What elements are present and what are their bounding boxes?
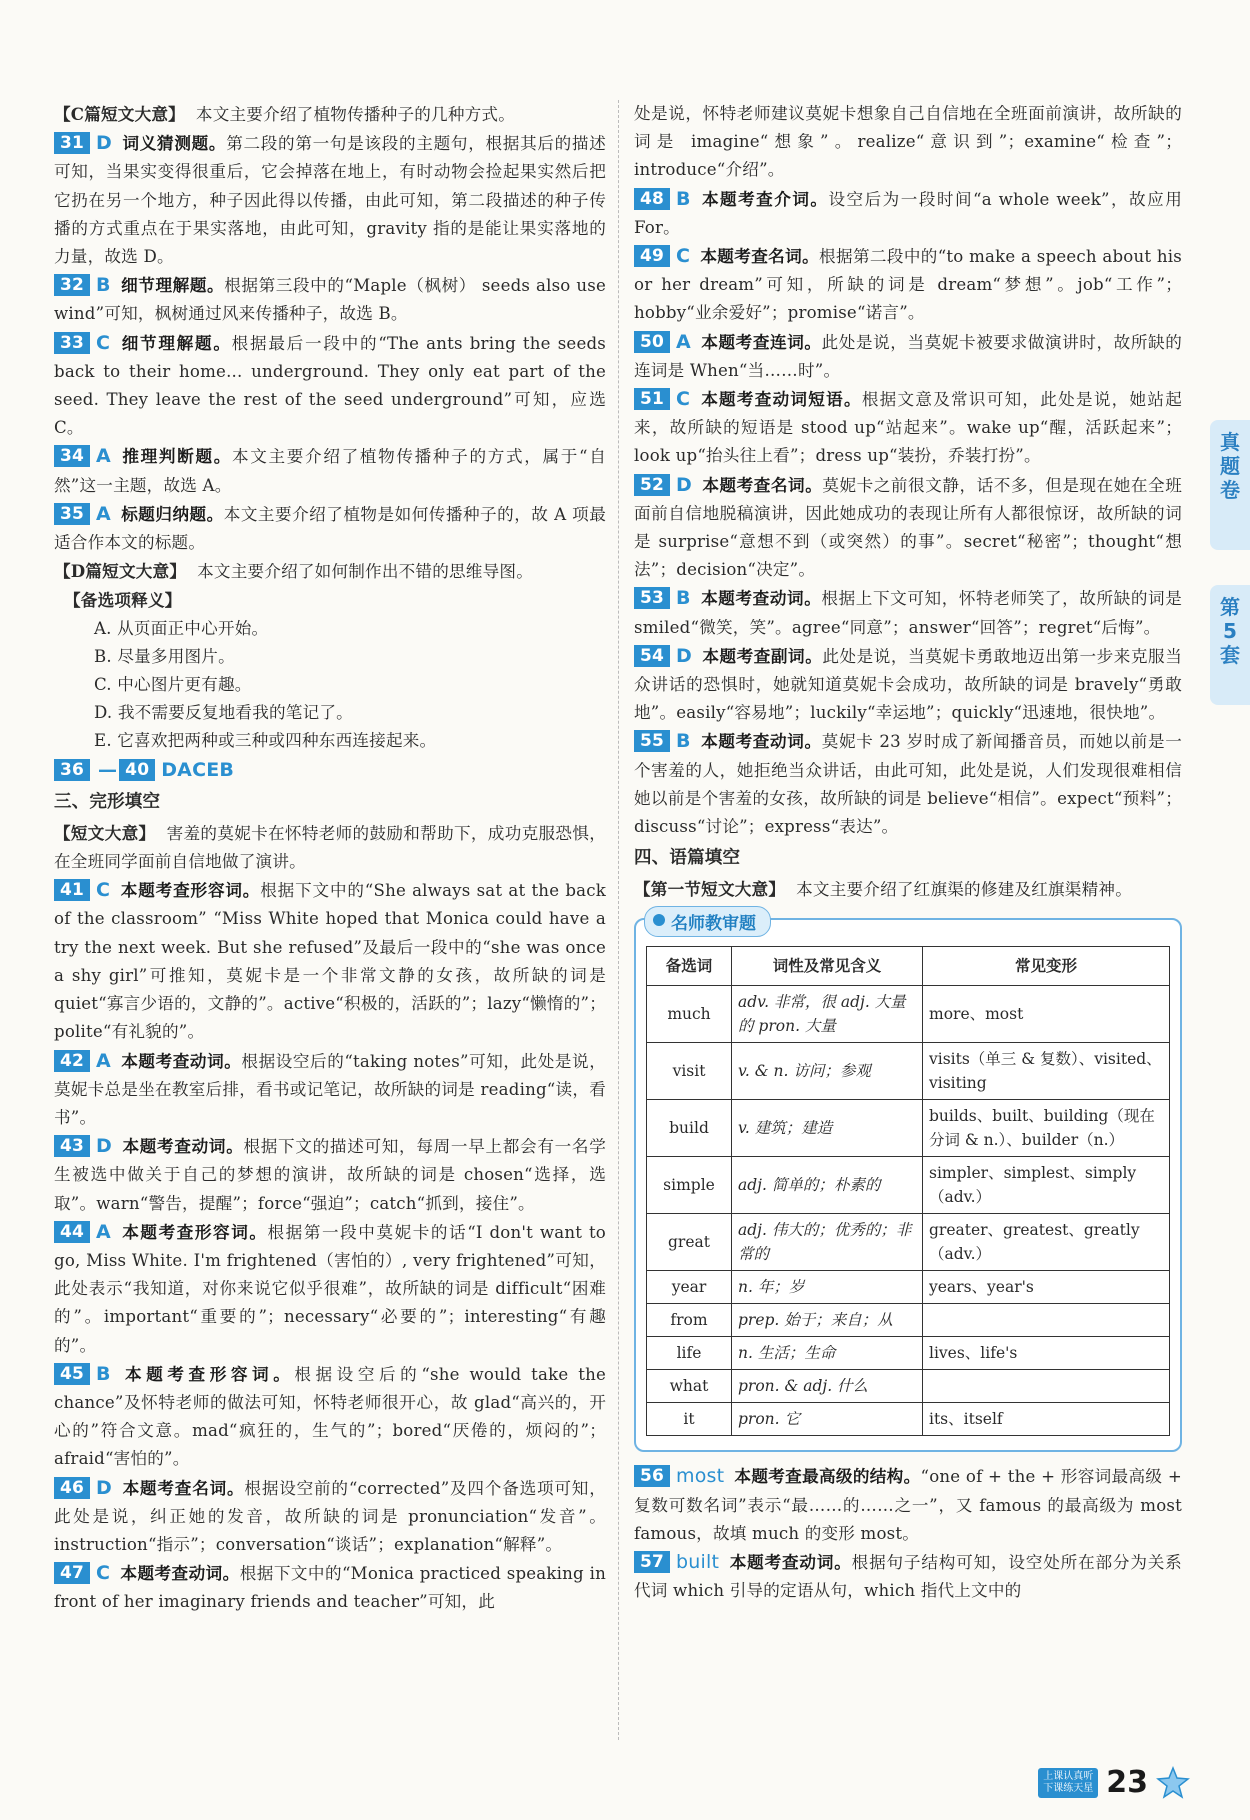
- explanation-text: 根据第三段中的“Maple（枫树） seeds also use wind”可知，枫树通过风来传播种子，故选 B。: [54, 276, 606, 324]
- table-cell: build: [647, 1100, 732, 1157]
- answer-list-2: [54, 876, 606, 1616]
- answer-letter: B: [676, 730, 691, 753]
- question-number: 32: [54, 274, 90, 296]
- explanation-text: 莫妮卡 23 岁时成了新闻播音员，而她以前是一个害羞的人，她拒绝当众讲话，由此可知，此处是说，人们发现很难相信她以前是个害羞的女孩，故所缺的词是 believe“相信”。expect“预料”；discuss“讨论”；express“表达”。: [634, 732, 1182, 837]
- question-number: 33: [54, 332, 90, 354]
- question-type: 本题考查动词。: [120, 1051, 242, 1071]
- answer-letter: C: [96, 879, 111, 902]
- answer-letter: D: [96, 1476, 112, 1499]
- section-heading-cloze: 三、完形填空: [54, 791, 161, 812]
- table-cell: years、year's: [923, 1271, 1170, 1304]
- answer-letter: A: [96, 502, 111, 525]
- table-cell: what: [647, 1370, 732, 1403]
- question-number: 46: [54, 1477, 90, 1499]
- question-number: 57: [634, 1551, 670, 1573]
- question-type: 本题考查动词。: [121, 1137, 244, 1157]
- question-number: 53: [634, 587, 670, 609]
- range-dash: —: [98, 758, 118, 781]
- left-column: [54, 100, 606, 1617]
- c-summary-text: 本文主要介绍了植物传播种子的几种方式。: [195, 105, 516, 124]
- explanation-text: 设空后为一段时间“a whole week”，故应用 For。: [634, 189, 1182, 237]
- explanation-text: 此处是说，当莫妮卡被要求做演讲时，故所缺的连词是 When“当……时”。: [634, 332, 1183, 380]
- option-item: B. 尽量多用图片。: [94, 646, 235, 666]
- table-cell: more、most: [923, 986, 1170, 1043]
- range-answer-text: DACEB: [161, 758, 235, 781]
- question-number: 47: [54, 1562, 90, 1584]
- question-type: 本题考查最高级的结构。: [734, 1467, 921, 1487]
- question-number: 55: [634, 730, 670, 752]
- vocab-table: [646, 946, 1170, 1436]
- table-row: [647, 1157, 1170, 1214]
- answer-item: [634, 642, 1182, 728]
- table-row: [647, 1304, 1170, 1337]
- question-type: 本题考查动词。: [729, 1553, 852, 1573]
- question-number: 42: [54, 1050, 90, 1072]
- answer-item: [634, 1462, 1182, 1548]
- explanation-text: 根据下文的描述可知，每周一早上都会有一名学生被选中做关于自己的梦想的演讲，故所缺的词是 chosen“选择，选取”。warn“警告，提醒”；force“强迫”；catch“抓到，接住”。: [54, 1137, 606, 1213]
- question-type: 推理判断题。: [120, 447, 232, 467]
- table-cell: n. 年；岁: [732, 1271, 923, 1304]
- table-cell: pron. & adj. 什么: [732, 1370, 923, 1403]
- answer-letter: C: [676, 388, 691, 411]
- table-cell: much: [647, 986, 732, 1043]
- table-header-row: [647, 947, 1170, 986]
- explanation-text: 此处是说，当莫妮卡勇敢地迈出第一步来克服当众讲话的恐惧时，她就知道莫妮卡会成功，故所缺的词是 bravely“勇敢地”。easily“容易地”；luckily“幸运地”；quickly“迅速地，很快地”。: [634, 646, 1182, 723]
- table-cell: v. & n. 访问；参观: [732, 1043, 923, 1100]
- footer-slogan-line1: 上课认真听: [1043, 1770, 1094, 1782]
- question-type: 本题考查形容词。: [120, 881, 261, 901]
- explanation-text: 根据句子结构可知，设空处所在部分为关系代词 which 引导的定语从句，which 指代上文中的: [634, 1553, 1182, 1601]
- answer-item: [634, 328, 1182, 385]
- question-type: 本题考查名词。: [121, 1478, 245, 1498]
- answer-item: [634, 727, 1182, 841]
- teacher-tip-box: [634, 914, 1182, 1452]
- star-mascot-icon: [1156, 1766, 1190, 1800]
- section1-summary-text: 本文主要介绍了红旗渠的修建及红旗渠精神。: [796, 880, 1132, 900]
- answer-item: [634, 185, 1182, 242]
- table-row: [647, 1100, 1170, 1157]
- answer-letter: C: [96, 1562, 111, 1585]
- answer-item: [54, 1047, 606, 1133]
- table-cell: n. 生活；生命: [732, 1337, 923, 1370]
- teacher-tip-title-text: 名师教审题: [671, 914, 756, 935]
- answer-letter: D: [96, 132, 112, 155]
- table-cell: adj. 伟大的；优秀的；非常的: [732, 1214, 923, 1271]
- explanation-text: 根据文意及常识可知，此处是说，她站起来，故所缺的短语是 stood up“站起来”。wake up“醒，活跃起来”；look up“抬头往上看”；dress up“装扮，乔装打扮”。: [634, 390, 1182, 466]
- answer-item: [634, 385, 1182, 471]
- question-number: 41: [54, 879, 90, 901]
- question-number: 49: [634, 245, 670, 267]
- table-cell: v. 建筑；建造: [732, 1100, 923, 1157]
- teacher-tip-title: [644, 906, 771, 937]
- question-number: 44: [54, 1221, 90, 1243]
- answer-letter: most: [676, 1465, 725, 1488]
- c-summary-head: 【C篇短文大意】: [54, 104, 185, 124]
- side-tab-label: 真 题 卷: [1220, 430, 1240, 502]
- answer-item: [634, 584, 1182, 641]
- table-header: 备选词: [647, 947, 732, 986]
- page-number: 23: [1106, 1765, 1148, 1800]
- continued-text: 处是说，怀特老师建议莫妮卡想象自己自信地在全班面前演讲，故所缺的词是 imagine“想象”。realize“意识到”；examine“检查”；introduce“介绍”。: [634, 104, 1182, 180]
- table-row: [647, 1271, 1170, 1304]
- options-list: [54, 615, 606, 756]
- answer-list-4: [634, 1462, 1182, 1605]
- answer-letter: B: [96, 274, 111, 297]
- section-heading-text-fill: 四、语篇填空: [634, 848, 741, 869]
- table-cell: visits（单三 & 复数）、visited、visiting: [923, 1043, 1170, 1100]
- footer-slogan: [1038, 1768, 1098, 1798]
- table-cell: visit: [647, 1043, 732, 1100]
- question-number: 45: [54, 1363, 90, 1385]
- explanation-text: “one of + the + 形容词最高级 + 复数可数名词”表示“最……的……之一”，又 famous 的最高级为 most famous，故填 much 的变形 most。: [634, 1467, 1183, 1543]
- explanation-text: 莫妮卡之前很文静，话不多，但是现在她在全班面前自信地脱稿演讲，因此她成功的表现让所有人都很惊讶，故所缺的词是 surprise“意想不到（或突然）的事”。secret“秘密”；thought“想法”；decision“决定”。: [634, 475, 1182, 580]
- table-row: [647, 1403, 1170, 1436]
- answer-item: [54, 1474, 606, 1560]
- question-number: 52: [634, 474, 670, 496]
- answer-letter: D: [96, 1135, 112, 1158]
- question-type: 本题考查名词。: [700, 247, 820, 267]
- explanation-text: 根据下文中的“She always sat at the back of the classroom” “Miss White hoped that Monica could have a try the next week. But she refused”及最后一段中的“she was once a shy girl”可推知，莫妮卡是一个非常文静的女孩，故所缺的词是 quiet“寡言少语的，文静的”。active“积极的，活跃的”；lazy“懒惰的”；polite“有礼貌的”。: [54, 881, 606, 1042]
- table-row: [647, 986, 1170, 1043]
- question-type: 本题考查动词。: [700, 589, 822, 609]
- table-cell: simple: [647, 1157, 732, 1214]
- question-number: 51: [634, 388, 670, 410]
- question-number: 48: [634, 188, 670, 210]
- table-row: [647, 1337, 1170, 1370]
- table-cell: [923, 1370, 1170, 1403]
- answer-item: [634, 1548, 1182, 1605]
- answer-list-1: [54, 129, 606, 557]
- explanation-text: 本文主要介绍了植物是如何传播种子的，故 A 项最适合作本文的标题。: [54, 504, 606, 553]
- short-summary-text: 害羞的莫妮卡在怀特老师的鼓励和帮助下，成功克服恐惧，在全班同学面前自信地做了演讲。: [54, 823, 607, 872]
- option-item: C. 中心图片更有趣。: [94, 675, 252, 695]
- answer-letter: D: [676, 473, 692, 496]
- answer-item: [54, 271, 606, 328]
- question-number: 56: [634, 1465, 670, 1487]
- question-number: 54: [634, 645, 670, 667]
- table-cell: from: [647, 1304, 732, 1337]
- answer-letter: built: [676, 1551, 720, 1574]
- explanation-text: 根据第一段中莫妮卡的话“I don't want to go, Miss White. I'm frightened（害怕的）, very frightened”可知，此处表示“我知道，对你来说它似乎很难”，故所缺的词是 difficult“困难的”。important“重要的”；necessary“必要的”；interesting“有趣的”。: [54, 1222, 606, 1355]
- range-answer: [54, 756, 606, 785]
- answer-item: [634, 471, 1182, 585]
- section1-summary: [634, 875, 1182, 904]
- table-cell: [923, 1304, 1170, 1337]
- table-cell: builds、built、building（现在分词 & n.）、builder（n.）: [923, 1100, 1170, 1157]
- answer-letter: B: [96, 1362, 111, 1385]
- option-item: E. 它喜欢把两种或三种或四种东西连接起来。: [94, 731, 437, 751]
- table-cell: pron. 它: [732, 1403, 923, 1436]
- answer-item: [54, 1218, 606, 1360]
- table-header: 词性及常见含义: [732, 947, 923, 986]
- question-type: 本题考查形容词。: [120, 1364, 295, 1384]
- explanation-text: 根据下文中的“Monica practiced speaking in front of her imaginary friends and teacher”可知，此: [54, 1564, 606, 1612]
- answer-letter: C: [676, 245, 691, 268]
- explanation-text: 本文主要介绍了植物传播种子的方式，属于“自然”这一主题，故选 A。: [54, 447, 606, 495]
- answer-item: [54, 876, 606, 1046]
- d-summary-text: 本文主要介绍了如何制作出不错的思维导图。: [197, 562, 533, 582]
- table-cell: it: [647, 1403, 732, 1436]
- table-cell: year: [647, 1271, 732, 1304]
- answer-letter: B: [676, 587, 691, 610]
- options-head: 【备选项释义】: [64, 590, 182, 611]
- explanation-text: 根据设空后的“taking notes”可知，此处是说，莫妮卡总是坐在教室后排，看书或记笔记，故所缺的词是 reading“读，看书”。: [54, 1051, 606, 1127]
- question-number: 34: [54, 445, 90, 467]
- question-type: 细节理解题。: [120, 333, 232, 353]
- option-item: A. 从页面正中心开始。: [94, 618, 269, 638]
- table-cell: adj. 简单的；朴素的: [732, 1157, 923, 1214]
- answer-letter: D: [676, 644, 692, 667]
- explanation-text: 根据第二段中的“to make a speech about his or her dream”可知，所缺的词是 dream“梦想”。job“工作”；hobby“业余爱好”；promise“诺言”。: [634, 247, 1182, 323]
- answer-item: [634, 242, 1182, 328]
- side-tab-exam: [1210, 420, 1250, 550]
- question-type: 本题考查连词。: [700, 332, 822, 352]
- question-number: 31: [54, 132, 90, 154]
- page-footer: [1038, 1765, 1190, 1800]
- table-header: 常见变形: [923, 947, 1170, 986]
- table-cell: prep. 始于；来自；从: [732, 1304, 923, 1337]
- question-number: 36: [54, 759, 90, 781]
- right-column: [634, 100, 1182, 1606]
- question-type: 本题考查形容词。: [120, 1222, 268, 1242]
- answer-item: [54, 1360, 606, 1474]
- answer-item: [54, 1132, 606, 1218]
- answer-letter: A: [96, 445, 111, 468]
- question-number: 50: [634, 331, 670, 353]
- table-cell: lives、life's: [923, 1337, 1170, 1370]
- question-type: 本题考查动词短语。: [700, 390, 862, 410]
- d-summary: [54, 557, 606, 586]
- table-row: [647, 1043, 1170, 1100]
- table-row: [647, 1370, 1170, 1403]
- table-cell: simpler、simplest、simply（adv.）: [923, 1157, 1170, 1214]
- answer-letter: A: [96, 1220, 111, 1243]
- answer-item: [54, 500, 606, 557]
- d-summary-head: 【D篇短文大意】: [54, 561, 187, 582]
- table-cell: adv. 非常，很 adj. 大量的 pron. 大量: [732, 986, 923, 1043]
- answer-letter: C: [96, 331, 111, 354]
- footer-slogan-line2: 下课练天星: [1043, 1782, 1094, 1794]
- answer-letter: A: [96, 1049, 111, 1072]
- flower-icon: [653, 914, 665, 926]
- answer-letter: B: [676, 187, 691, 210]
- short-summary: [54, 819, 606, 876]
- question-number: 40: [119, 759, 155, 781]
- question-type: 本题考查动词。: [700, 732, 822, 752]
- side-tab-label: 第 5 套: [1220, 595, 1240, 667]
- question-type: 本题考查副词。: [701, 646, 823, 666]
- table-cell: its、itself: [923, 1403, 1170, 1436]
- table-cell: life: [647, 1337, 732, 1370]
- answer-letter: A: [676, 330, 691, 353]
- short-summary-head: 【短文大意】: [54, 822, 156, 843]
- explanation-text: 根据上下文可知，怀特老师笑了，故所缺的词是 smiled“微笑，笑”。agree“同意”；answer“回答”；regret“后悔”。: [634, 589, 1183, 637]
- question-type: 本题考查名词。: [701, 475, 823, 495]
- c-summary: [54, 100, 606, 129]
- question-type: 本题考查动词。: [120, 1564, 240, 1584]
- question-type: 标题归纳题。: [120, 504, 224, 524]
- explanation-text: 第二段的第一句是该段的主题句，根据其后的描述可知，当果实变得很重后，它会掉落在地上，有时动物会捡起果实然后把它扔在另一个地方，种子因此得以传播，由此可知，第二段描述的种子传播的方式重点在于果实落地，由此可知，gravity 指的是能让果实落地的力量，故选 D。: [54, 134, 607, 267]
- question-number: 35: [54, 503, 90, 525]
- question-type: 词义猜测题。: [121, 134, 227, 154]
- answer-item: [54, 442, 606, 499]
- column-divider: [618, 100, 619, 1740]
- question-type: 本题考查介词。: [700, 189, 829, 209]
- question-number: 43: [54, 1135, 90, 1157]
- answer-item: [54, 129, 606, 271]
- option-item: D. 我不需要反复地看我的笔记了。: [94, 703, 353, 723]
- explanation-text: 根据最后一段中的“The ants bring the seeds back to their home... underground. They only eat part of the seed. They leave the rest of the seed underground”可知，应选 C。: [54, 333, 606, 438]
- table-cell: greater、greatest、greatly（adv.）: [923, 1214, 1170, 1271]
- table-row: [647, 1214, 1170, 1271]
- question-type: 细节理解题。: [120, 276, 225, 296]
- side-tab-set: [1210, 585, 1250, 705]
- answer-list-3: [634, 185, 1182, 842]
- section1-summary-head: 【第一节短文大意】: [634, 879, 786, 900]
- explanation-text: 根据设空前的“corrected”及四个备选项可知，此处是说，纠正她的发音，故所缺的词是 pronunciation“发音”。instruction“指示”；conversation“谈话”；explanation“解释”。: [54, 1478, 606, 1554]
- answer-item: [54, 1559, 606, 1616]
- explanation-text: 根据设空后的“she would take the chance”及怀特老师的做法可知，怀特老师很开心，故 glad“高兴的，开心的”符合文意。mad“疯狂的，生气的”；bored“厌倦的，烦闷的”；afraid“害怕的”。: [54, 1364, 606, 1469]
- table-cell: great: [647, 1214, 732, 1271]
- answer-item: [54, 329, 606, 443]
